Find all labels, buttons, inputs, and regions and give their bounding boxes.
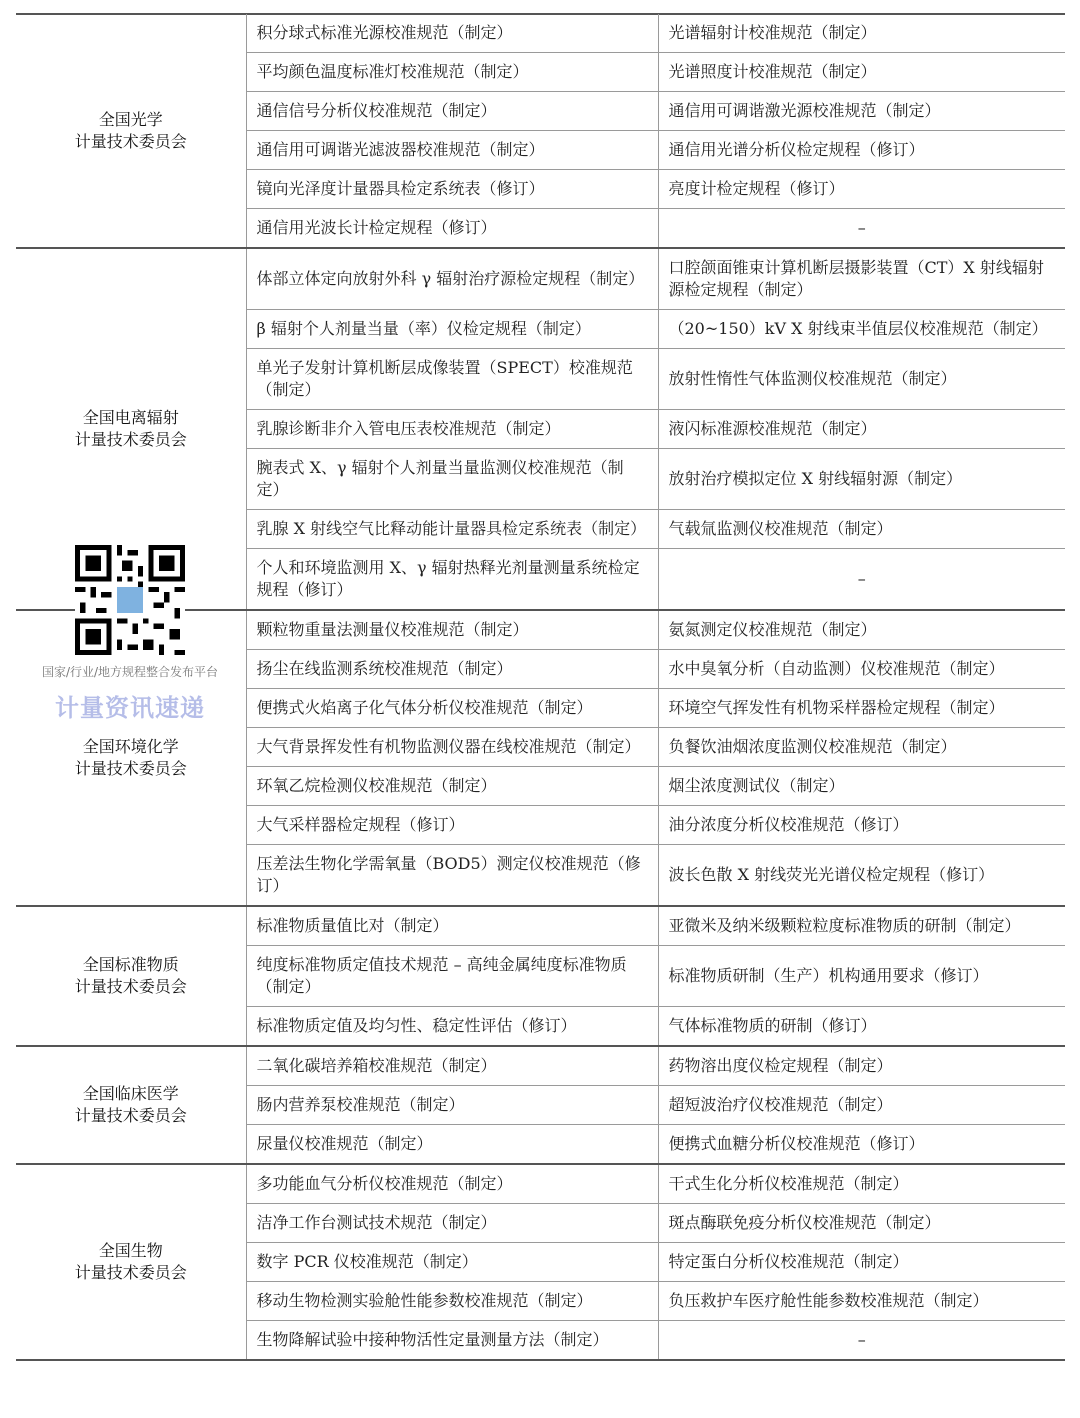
standard-item-right: 干式生化分析仪校准规范（制定） [658,1164,1065,1204]
standard-item-left: 便携式火焰离子化气体分析仪校准规范（制定） [246,689,658,728]
table-row [16,1046,1065,1086]
committee-name: 全国环境化学 计量技术委员会 [16,610,246,906]
standard-item-left: 单光子发射计算机断层成像装置（SPECT）校准规范（制定） [246,349,658,410]
standard-item-right: 油分浓度分析仪校准规范（修订） [658,806,1065,845]
committee-name: 全国光学 计量技术委员会 [16,14,246,248]
standard-item-left: 通信用光波长计检定规程（修订） [246,209,658,249]
standard-item-left: 洁净工作台测试技术规范（制定） [246,1204,658,1243]
standard-item-right: 特定蛋白分析仪校准规范（制定） [658,1243,1065,1282]
qr-code-icon [75,545,185,655]
standard-item-right: 波长色散 X 射线荧光光谱仪检定规程（修订） [658,845,1065,907]
committee-name: 全国电离辐射 计量技术委员会 [16,248,246,610]
standard-item-right: 烟尘浓度测试仪（制定） [658,767,1065,806]
standard-item-right: 负压救护车医疗舱性能参数校准规范（制定） [658,1282,1065,1321]
standard-item-right: 通信用可调谐激光源校准规范（制定） [658,92,1065,131]
table-row [16,248,1065,310]
standard-item-right: 便携式血糖分析仪校准规范（修订） [658,1125,1065,1165]
committee-name: 全国生物 计量技术委员会 [16,1164,246,1360]
standard-item-left: 通信信号分析仪校准规范（制定） [246,92,658,131]
standard-item-left: 纯度标准物质定值技术规范 – 高纯金属纯度标准物质（制定） [246,946,658,1007]
standard-item-right: （20~150）kV X 射线束半值层仪校准规范（制定） [658,310,1065,349]
standard-item-left: 标准物质定值及均匀性、稳定性评估（修订） [246,1007,658,1047]
standard-item-right: 亮度计检定规程（修订） [658,170,1065,209]
standard-item-left: 移动生物检测实验舱性能参数校准规范（制定） [246,1282,658,1321]
committee-name: 全国临床医学 计量技术委员会 [16,1046,246,1164]
standard-item-right: 光谱辐射计校准规范（制定） [658,14,1065,53]
standard-item-right: 放射性惰性气体监测仪校准规范（制定） [658,349,1065,410]
standard-item-right: 标准物质研制（生产）机构通用要求（修订） [658,946,1065,1007]
standard-item-right: 药物溶出度仪检定规程（制定） [658,1046,1065,1086]
standard-item-left: 大气背景挥发性有机物监测仪器在线校准规范（制定） [246,728,658,767]
standard-item-right: 气体标准物质的研制（修订） [658,1007,1065,1047]
table-row [16,906,1065,946]
standard-item-left: 体部立体定向放射外科 γ 辐射治疗源检定规程（制定） [246,248,658,310]
standard-item-left: 个人和环境监测用 X、γ 辐射热释光剂量测量系统检定规程（修订） [246,549,658,611]
standard-item-left: 肠内营养泵校准规范（制定） [246,1086,658,1125]
watermark [20,545,240,723]
standard-item-right: – [658,1321,1065,1361]
standard-item-left: 标准物质量值比对（制定） [246,906,658,946]
standard-item-right: 液闪标准源校准规范（制定） [658,410,1065,449]
standard-item-left: 二氧化碳培养箱校准规范（制定） [246,1046,658,1086]
table-row [16,14,1065,53]
standard-item-left: 乳腺 X 射线空气比释动能计量器具检定系统表（制定） [246,510,658,549]
standard-item-left: 颗粒物重量法测量仪校准规范（制定） [246,610,658,650]
standard-item-right: 水中臭氧分析（自动监测）仪校准规范（制定） [658,650,1065,689]
standard-item-right: 负餐饮油烟浓度监测仪校准规范（制定） [658,728,1065,767]
standard-item-right: – [658,209,1065,249]
standard-item-left: 尿量仪校准规范（制定） [246,1125,658,1165]
standard-item-left: 扬尘在线监测系统校准规范（制定） [246,650,658,689]
standard-item-right: 亚微米及纳米级颗粒粒度标准物质的研制（制定） [658,906,1065,946]
standard-item-left: 环氧乙烷检测仪校准规范（制定） [246,767,658,806]
committee-name: 全国标准物质 计量技术委员会 [16,906,246,1046]
standard-item-right: 气载氚监测仪校准规范（制定） [658,510,1065,549]
standard-item-right: 光谱照度计校准规范（制定） [658,53,1065,92]
standard-item-left: 压差法生物化学需氧量（BOD5）测定仪校准规范（修订） [246,845,658,907]
standard-item-right: 超短波治疗仪校准规范（制定） [658,1086,1065,1125]
table-row [16,1164,1065,1204]
watermark-title: 计量资讯速递 [55,694,205,722]
standard-item-left: β 辐射个人剂量当量（率）仪检定规程（制定） [246,310,658,349]
standard-item-left: 生物降解试验中接种物活性定量测量方法（制定） [246,1321,658,1361]
standard-item-right: 斑点酶联免疫分析仪校准规范（制定） [658,1204,1065,1243]
standard-item-left: 多功能血气分析仪校准规范（制定） [246,1164,658,1204]
watermark-caption: 国家/行业/地方规程整合发布平台 [20,663,240,680]
standard-item-right: 放射治疗模拟定位 X 射线辐射源（制定） [658,449,1065,510]
standard-item-right: 氨氮测定仪校准规范（制定） [658,610,1065,650]
standard-item-right: – [658,549,1065,611]
standard-item-left: 通信用可调谐光滤波器校准规范（制定） [246,131,658,170]
standard-item-left: 积分球式标准光源校准规范（制定） [246,14,658,53]
standard-item-left: 乳腺诊断非介入管电压表校准规范（制定） [246,410,658,449]
standard-item-left: 数字 PCR 仪校准规范（制定） [246,1243,658,1282]
standard-item-right: 环境空气挥发性有机物采样器检定规程（制定） [658,689,1065,728]
standard-item-left: 腕表式 X、γ 辐射个人剂量当量监测仪校准规范（制定） [246,449,658,510]
standard-item-right: 口腔颌面锥束计算机断层摄影装置（CT）X 射线辐射源检定规程（制定） [658,248,1065,310]
standard-item-left: 平均颜色温度标准灯校准规范（制定） [246,53,658,92]
standard-item-right: 通信用光谱分析仪检定规程（修订） [658,131,1065,170]
standard-item-left: 镜向光泽度计量器具检定系统表（修订） [246,170,658,209]
standard-item-left: 大气采样器检定规程（修订） [246,806,658,845]
